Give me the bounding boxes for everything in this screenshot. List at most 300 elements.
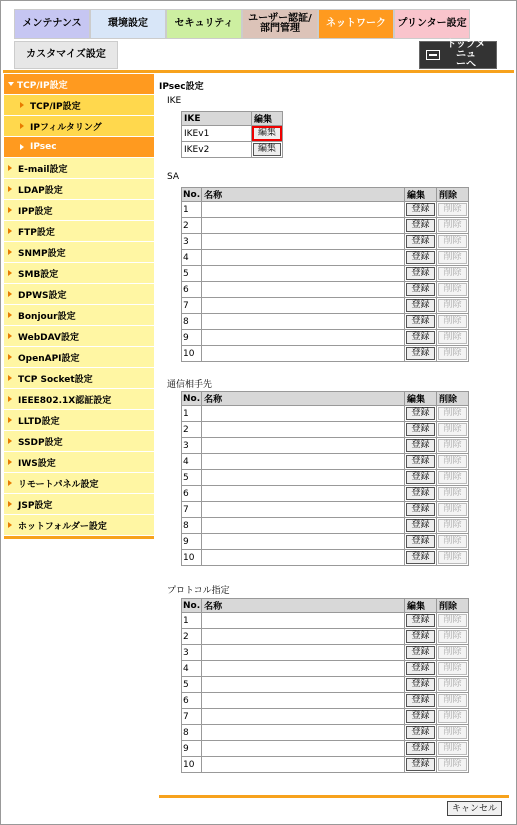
sidebar-item[interactable]: [4, 515, 154, 536]
arrow-icon: [8, 207, 12, 213]
table-row: [182, 613, 469, 629]
arrow-icon: [8, 291, 12, 297]
delete-button: 削除: [438, 203, 466, 216]
row-number: 4: [182, 250, 202, 266]
table-row: [182, 486, 469, 502]
register-button[interactable]: 登録: [406, 235, 434, 248]
row-number: 10: [182, 550, 202, 566]
arrow-icon: [8, 249, 12, 255]
tab-user-auth[interactable]: [242, 9, 318, 39]
ike-edit-cell: [252, 142, 283, 158]
sidebar-item-label: ホットフォルダー設定: [18, 521, 107, 532]
register-cell: [405, 613, 437, 629]
table-row: [182, 406, 469, 422]
row-name: [202, 438, 405, 454]
sidebar-sub-label: IPsec: [30, 142, 57, 152]
row-number: 5: [182, 677, 202, 693]
register-button[interactable]: 登録: [406, 630, 434, 643]
sidebar-item-label: LLTD設定: [18, 416, 60, 427]
register-button[interactable]: 登録: [406, 487, 434, 500]
sidebar-item[interactable]: [4, 326, 154, 347]
delete-button: 削除: [438, 535, 466, 548]
delete-button: 削除: [438, 742, 466, 755]
arrow-icon: [8, 522, 12, 528]
delete-cell: [437, 550, 469, 566]
col-no: No.: [183, 600, 201, 611]
tab-environment[interactable]: [90, 9, 166, 39]
sidebar-bottom-bar: [4, 536, 154, 539]
sidebar-group-tcpip[interactable]: [4, 74, 154, 95]
sidebar-sub-label: IPフィルタリング: [30, 122, 102, 133]
register-button[interactable]: 登録: [406, 455, 434, 468]
delete-button: 削除: [438, 551, 466, 564]
delete-cell: [437, 693, 469, 709]
tab-security-label: セキュリティ: [174, 18, 234, 29]
row-name: [202, 454, 405, 470]
sidebar-item-label: OpenAPI設定: [18, 353, 80, 364]
cancel-button[interactable]: キャンセル: [447, 801, 502, 816]
register-button[interactable]: 登録: [406, 283, 434, 296]
sidebar-item[interactable]: [4, 284, 154, 305]
register-cell: [405, 661, 437, 677]
delete-button: 削除: [438, 630, 466, 643]
ike-header-row: [182, 112, 283, 126]
tab-printer[interactable]: [394, 9, 470, 39]
row-name: [202, 725, 405, 741]
tab-maintenance-label: メンテナンス: [22, 18, 82, 29]
sidebar-item[interactable]: [4, 410, 154, 431]
register-cell: [405, 629, 437, 645]
row-number: 4: [182, 661, 202, 677]
expanded-icon: [8, 82, 14, 86]
delete-button: 削除: [438, 503, 466, 516]
register-button[interactable]: 登録: [406, 551, 434, 564]
arrow-icon: [20, 144, 24, 150]
sidebar-item-label: WebDAV設定: [18, 332, 79, 343]
table-row: [182, 534, 469, 550]
register-button[interactable]: 登録: [406, 315, 434, 328]
delete-button: 削除: [438, 423, 466, 436]
sidebar-sub-item[interactable]: [4, 116, 154, 137]
row-number: 1: [182, 406, 202, 422]
delete-cell: [437, 709, 469, 725]
col-edit: 編集: [405, 392, 437, 406]
delete-cell: [437, 234, 469, 250]
table-row: [182, 550, 469, 566]
row-number: 5: [182, 266, 202, 282]
delete-cell: [437, 266, 469, 282]
menu-icon: [426, 50, 440, 60]
delete-cell: [437, 534, 469, 550]
register-cell: [405, 218, 437, 234]
col-edit: 編集: [405, 188, 437, 202]
sidebar-sub-item[interactable]: [4, 95, 154, 116]
top-menu-line1: トップメニュ: [446, 39, 486, 60]
table-row: [182, 645, 469, 661]
delete-cell: [437, 502, 469, 518]
ike-edit-button[interactable]: 編集: [253, 127, 281, 140]
sidebar-item-label: SMB設定: [18, 269, 59, 280]
row-name: [202, 518, 405, 534]
sidebar-item[interactable]: [4, 431, 154, 452]
row-name: [202, 202, 405, 218]
sidebar: [4, 74, 154, 539]
top-menu-label: [444, 40, 488, 70]
register-cell: [405, 282, 437, 298]
delete-button: 削除: [438, 251, 466, 264]
register-cell: [405, 314, 437, 330]
register-button[interactable]: 登録: [406, 423, 434, 436]
delete-button: 削除: [438, 299, 466, 312]
delete-cell: [437, 298, 469, 314]
delete-button: 削除: [438, 219, 466, 232]
table-row: [182, 282, 469, 298]
ike-edit-button[interactable]: 編集: [253, 143, 281, 156]
delete-cell: [437, 518, 469, 534]
row-number: 6: [182, 486, 202, 502]
delete-cell: [437, 677, 469, 693]
tab-customize-label: カスタマイズ設定: [26, 49, 106, 60]
register-cell: [405, 550, 437, 566]
arrow-icon: [8, 396, 12, 402]
row-number: 5: [182, 470, 202, 486]
sidebar-item[interactable]: [4, 179, 154, 200]
tab-environment-label: 環境設定: [108, 18, 148, 29]
row-number: 8: [182, 518, 202, 534]
row-name: [202, 709, 405, 725]
row-name: [202, 757, 405, 773]
register-cell: [405, 518, 437, 534]
row-number: 8: [182, 725, 202, 741]
sidebar-item-label: TCP Socket設定: [18, 374, 93, 385]
row-name: [202, 613, 405, 629]
sidebar-group-label: TCP/IP設定: [17, 80, 68, 91]
delete-button: 削除: [438, 487, 466, 500]
register-cell: [405, 470, 437, 486]
delete-cell: [437, 470, 469, 486]
delete-cell: [437, 725, 469, 741]
register-button[interactable]: 登録: [406, 519, 434, 532]
delete-button: 削除: [438, 283, 466, 296]
tab-security[interactable]: [166, 9, 242, 39]
ike-table: [181, 111, 283, 158]
arrow-icon: [8, 312, 12, 318]
row-name: [202, 314, 405, 330]
sidebar-item[interactable]: [4, 368, 154, 389]
table-row: [182, 757, 469, 773]
delete-button: 削除: [438, 726, 466, 739]
sidebar-sub-item[interactable]: [4, 137, 154, 158]
delete-cell: [437, 645, 469, 661]
sidebar-item-label: DPWS設定: [18, 290, 67, 301]
ike-col-name: IKE: [182, 112, 252, 126]
arrow-icon: [8, 417, 12, 423]
register-cell: [405, 406, 437, 422]
arrow-icon: [8, 480, 12, 486]
sidebar-item[interactable]: [4, 158, 154, 179]
header-row: [182, 599, 469, 613]
row-number: 9: [182, 330, 202, 346]
delete-cell: [437, 406, 469, 422]
delete-button: 削除: [438, 710, 466, 723]
register-cell: [405, 266, 437, 282]
table-row: [182, 693, 469, 709]
row-name: [202, 250, 405, 266]
register-button[interactable]: 登録: [406, 758, 434, 771]
row-name: [202, 629, 405, 645]
delete-button: 削除: [438, 347, 466, 360]
register-button[interactable]: 登録: [406, 678, 434, 691]
register-cell: [405, 645, 437, 661]
sidebar-item-label: SSDP設定: [18, 437, 63, 448]
row-number: 8: [182, 314, 202, 330]
delete-cell: [437, 454, 469, 470]
register-cell: [405, 725, 437, 741]
peer-heading: 通信相手先: [167, 380, 213, 390]
row-number: 3: [182, 234, 202, 250]
delete-cell: [437, 422, 469, 438]
table-row: [182, 234, 469, 250]
register-button[interactable]: 登録: [406, 251, 434, 264]
tab-network[interactable]: [318, 9, 394, 39]
row-number: 10: [182, 757, 202, 773]
register-button[interactable]: 登録: [406, 471, 434, 484]
register-button[interactable]: 登録: [406, 662, 434, 675]
row-number: 7: [182, 502, 202, 518]
register-button[interactable]: 登録: [406, 742, 434, 755]
sidebar-item[interactable]: [4, 263, 154, 284]
row-number: 6: [182, 282, 202, 298]
register-button[interactable]: 登録: [406, 203, 434, 216]
sidebar-item-label: SNMP設定: [18, 248, 66, 259]
delete-button: 削除: [438, 407, 466, 420]
row-number: 3: [182, 438, 202, 454]
row-name: [202, 661, 405, 677]
row-number: 1: [182, 613, 202, 629]
sidebar-item-label: FTP設定: [18, 227, 55, 238]
row-name: [202, 406, 405, 422]
register-cell: [405, 202, 437, 218]
sidebar-item-label: E-mail設定: [18, 164, 68, 175]
arrow-icon: [8, 333, 12, 339]
delete-cell: [437, 438, 469, 454]
delete-cell: [437, 282, 469, 298]
row-number: 2: [182, 629, 202, 645]
arrow-icon: [8, 186, 12, 192]
register-button[interactable]: 登録: [406, 407, 434, 420]
peer-table: [181, 391, 469, 566]
delete-cell: [437, 486, 469, 502]
protocol-heading: プロトコル指定: [167, 586, 230, 596]
sidebar-item[interactable]: [4, 347, 154, 368]
col-no: No.: [183, 393, 201, 404]
footer-divider: [159, 795, 509, 798]
table-row: [182, 422, 469, 438]
sa-heading: SA: [167, 172, 180, 182]
sidebar-item[interactable]: [4, 221, 154, 242]
register-button[interactable]: 登録: [406, 614, 434, 627]
delete-cell: [437, 330, 469, 346]
table-row: [182, 314, 469, 330]
row-number: 3: [182, 645, 202, 661]
arrow-icon: [8, 165, 12, 171]
table-row: [182, 330, 469, 346]
arrow-icon: [8, 459, 12, 465]
sidebar-sub-label: TCP/IP設定: [30, 101, 81, 112]
register-cell: [405, 534, 437, 550]
tab-network-label: ネットワーク: [326, 18, 386, 29]
table-row: [182, 218, 469, 234]
register-button[interactable]: 登録: [406, 646, 434, 659]
delete-button: 削除: [438, 439, 466, 452]
table-row: [182, 250, 469, 266]
delete-button: 削除: [438, 646, 466, 659]
register-button[interactable]: 登録: [406, 267, 434, 280]
table-row: [182, 142, 283, 158]
delete-button: 削除: [438, 614, 466, 627]
sidebar-item-label: JSP設定: [18, 500, 53, 511]
ike-col-edit: 編集: [252, 112, 283, 126]
register-cell: [405, 677, 437, 693]
row-name: [202, 422, 405, 438]
table-row: [182, 741, 469, 757]
register-cell: [405, 234, 437, 250]
col-edit: 編集: [405, 599, 437, 613]
row-name: [202, 741, 405, 757]
sidebar-item[interactable]: [4, 305, 154, 326]
table-row: [182, 298, 469, 314]
register-cell: [405, 250, 437, 266]
register-cell: [405, 486, 437, 502]
row-name: [202, 486, 405, 502]
register-cell: [405, 757, 437, 773]
register-button[interactable]: 登録: [406, 694, 434, 707]
arrow-icon: [8, 438, 12, 444]
row-name: [202, 470, 405, 486]
page-title: IPsec設定: [159, 82, 204, 92]
tab-maintenance[interactable]: [14, 9, 90, 39]
table-row: [182, 518, 469, 534]
row-number: 7: [182, 298, 202, 314]
row-number: 1: [182, 202, 202, 218]
sidebar-item-label: IWS設定: [18, 458, 56, 469]
col-name: 名称: [202, 188, 405, 202]
col-name: 名称: [202, 599, 405, 613]
register-button[interactable]: 登録: [406, 331, 434, 344]
delete-button: 削除: [438, 758, 466, 771]
col-delete: 削除: [437, 392, 469, 406]
delete-cell: [437, 346, 469, 362]
tab-user-auth-line2: 部門管理: [260, 23, 300, 34]
sidebar-item[interactable]: [4, 494, 154, 515]
row-number: 10: [182, 346, 202, 362]
protocol-table: [181, 598, 469, 773]
arrow-icon: [8, 501, 12, 507]
delete-button: 削除: [438, 315, 466, 328]
sidebar-item-label: LDAP設定: [18, 185, 63, 196]
sidebar-item[interactable]: [4, 242, 154, 263]
tab-customize[interactable]: [14, 41, 118, 69]
register-cell: [405, 346, 437, 362]
delete-button: 削除: [438, 662, 466, 675]
row-name: [202, 234, 405, 250]
register-cell: [405, 693, 437, 709]
register-button[interactable]: 登録: [406, 710, 434, 723]
register-button[interactable]: 登録: [406, 503, 434, 516]
delete-button: 削除: [438, 471, 466, 484]
register-cell: [405, 438, 437, 454]
row-name: [202, 346, 405, 362]
row-name: [202, 266, 405, 282]
row-name: [202, 502, 405, 518]
ike-name: IKEv2: [182, 142, 252, 158]
sidebar-item-label: IPP設定: [18, 206, 53, 217]
delete-button: 削除: [438, 519, 466, 532]
tab-printer-label: プリンター設定: [397, 18, 467, 29]
register-button[interactable]: 登録: [406, 299, 434, 312]
row-number: 6: [182, 693, 202, 709]
ike-edit-cell: [252, 126, 283, 142]
arrow-icon: [8, 375, 12, 381]
tab-user-auth-label: [248, 14, 312, 34]
row-name: [202, 282, 405, 298]
register-cell: [405, 330, 437, 346]
table-row: [182, 438, 469, 454]
arrow-icon: [8, 270, 12, 276]
delete-cell: [437, 202, 469, 218]
row-number: 9: [182, 741, 202, 757]
delete-button: 削除: [438, 331, 466, 344]
delete-cell: [437, 629, 469, 645]
row-name: [202, 330, 405, 346]
arrow-icon: [8, 354, 12, 360]
register-button[interactable]: 登録: [406, 439, 434, 452]
sidebar-item[interactable]: [4, 473, 154, 494]
ike-heading: IKE: [167, 96, 182, 106]
top-menu-button[interactable]: [419, 41, 497, 69]
delete-button: 削除: [438, 235, 466, 248]
sidebar-item[interactable]: [4, 200, 154, 221]
register-cell: [405, 298, 437, 314]
delete-button: 削除: [438, 267, 466, 280]
delete-cell: [437, 613, 469, 629]
register-cell: [405, 709, 437, 725]
row-name: [202, 550, 405, 566]
header-divider: [3, 70, 514, 73]
table-row: [182, 725, 469, 741]
table-row: [182, 266, 469, 282]
top-menu-line2: ーへ: [456, 59, 476, 70]
row-name: [202, 645, 405, 661]
delete-button: 削除: [438, 694, 466, 707]
table-row: [182, 454, 469, 470]
table-row: [182, 126, 283, 142]
register-button[interactable]: 登録: [406, 726, 434, 739]
table-row: [182, 470, 469, 486]
sa-table: [181, 187, 469, 362]
delete-cell: [437, 314, 469, 330]
sidebar-item[interactable]: [4, 452, 154, 473]
delete-cell: [437, 661, 469, 677]
row-name: [202, 218, 405, 234]
col-name: 名称: [202, 392, 405, 406]
register-cell: [405, 422, 437, 438]
register-button[interactable]: 登録: [406, 219, 434, 232]
register-button[interactable]: 登録: [406, 347, 434, 360]
register-button[interactable]: 登録: [406, 535, 434, 548]
table-row: [182, 661, 469, 677]
sidebar-item[interactable]: [4, 389, 154, 410]
